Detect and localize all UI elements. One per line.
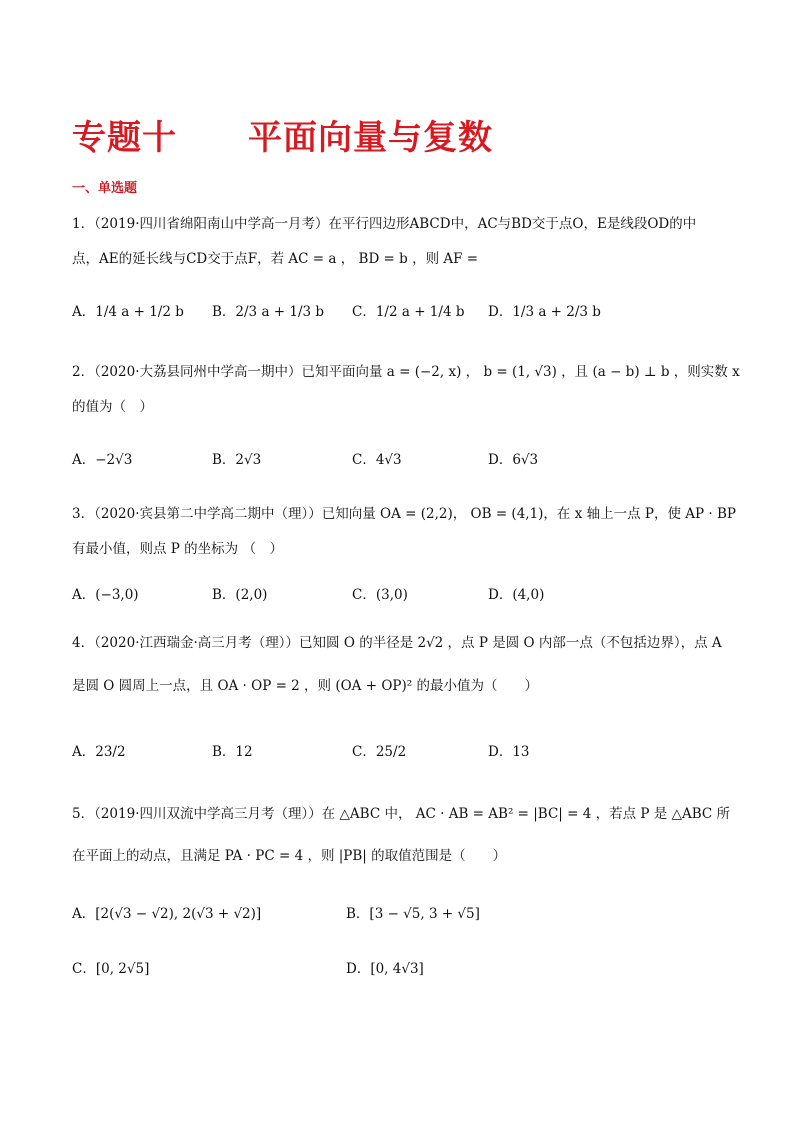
topic-name: 平面向量与复数 (248, 118, 493, 158)
question-1-option-b: B．2/3 a + 1/3 b (212, 304, 325, 320)
question-number: 1 (72, 216, 81, 232)
question-4-option-a: A．23/2 (72, 744, 126, 760)
question-5-line1: 5．（2019·四川双流中学高三月考（理））在 △ABC 中， AC · AB = AB² = |BC| = 4 ，若点 P 是 △ABC 所 (72, 806, 730, 822)
question-3-option-a: A．(−3,0) (72, 587, 139, 603)
question-5-line2: 在平面上的动点，且满足 PA · PC = 4 ，则 |PB| 的取值范围是（ ） (72, 848, 507, 864)
question-3-option-d: D．(4,0) (488, 587, 545, 603)
question-2-option-a: A．−2√3 (72, 452, 133, 468)
question-4-option-b: B．12 (212, 744, 253, 760)
question-5-option-a: A．[2(√3 − √2), 2(√3 + √2)] (72, 906, 262, 922)
question-2-option-c: C．4√3 (352, 452, 402, 468)
question-4-option-c: C．25/2 (352, 744, 407, 760)
question-4-option-d: D．13 (488, 744, 530, 760)
question-source: （2019·四川省绵阳南山中学高一月考） (94, 216, 329, 232)
question-2-line1: 2．（2020·大荔县同州中学高一期中）已知平面向量 a = (−2, x) ， b = (1, √3) ，且 (a − b) ⊥ b ，则实数 x (72, 364, 740, 380)
topic-label: 专题十 (72, 118, 177, 158)
question-1-option-a: A．1/4 a + 1/2 b (72, 304, 184, 320)
question-1-option-d: D．1/3 a + 2/3 b (488, 304, 601, 320)
question-2-option-d: D．6√3 (488, 452, 539, 468)
question-3-line1: 3．（2020·宾县第二中学高二期中（理））已知向量 OA = (2,2)， OB = (4,1)，在 x 轴上一点 P，使 AP · BP (72, 506, 737, 522)
question-stem: 在平行四边形ABCD中，AC与BD交于点O，E是线段OD的中 (328, 216, 697, 232)
question-2-option-b: B．2√3 (212, 452, 262, 468)
question-3-line2: 有最小值，则点 P 的坐标为 （ ） (72, 541, 283, 557)
question-5-option-c: C．[0, 2√5] (72, 961, 150, 977)
page-title (72, 110, 493, 159)
question-3-option-c: C．(3,0) (352, 587, 408, 603)
question-5-option-b: B．[3 − √5, 3 + √5] (346, 906, 480, 922)
question-4-line1: 4．（2020·江西瑞金·高三月考（理））已知圆 O 的半径是 2√2 ，点 P 是圆 O 内部一点（不包括边界），点 A (72, 635, 722, 651)
question-3-option-b: B．(2,0) (212, 587, 268, 603)
question-4-line2: 是圆 O 圆周上一点，且 OA · OP = 2 ，则 (OA + OP)² 的最小值为（ ） (72, 678, 538, 694)
question-2-line2: 的值为（ ） (72, 399, 153, 415)
question-1-line1: 1．（2019·四川省绵阳南山中学高一月考）在平行四边形ABCD中，AC与BD交于点O，E是线段OD的中 (72, 216, 697, 232)
question-1-option-c: C．1/2 a + 1/4 b (352, 304, 465, 320)
question-1-line2: 点，AE的延长线与CD交于点F，若 AC = a ， BD = b ，则 AF = (72, 251, 479, 267)
question-5-option-d: D．[0, 4√3] (346, 961, 424, 977)
section-heading: 一、单选题 (72, 181, 138, 196)
